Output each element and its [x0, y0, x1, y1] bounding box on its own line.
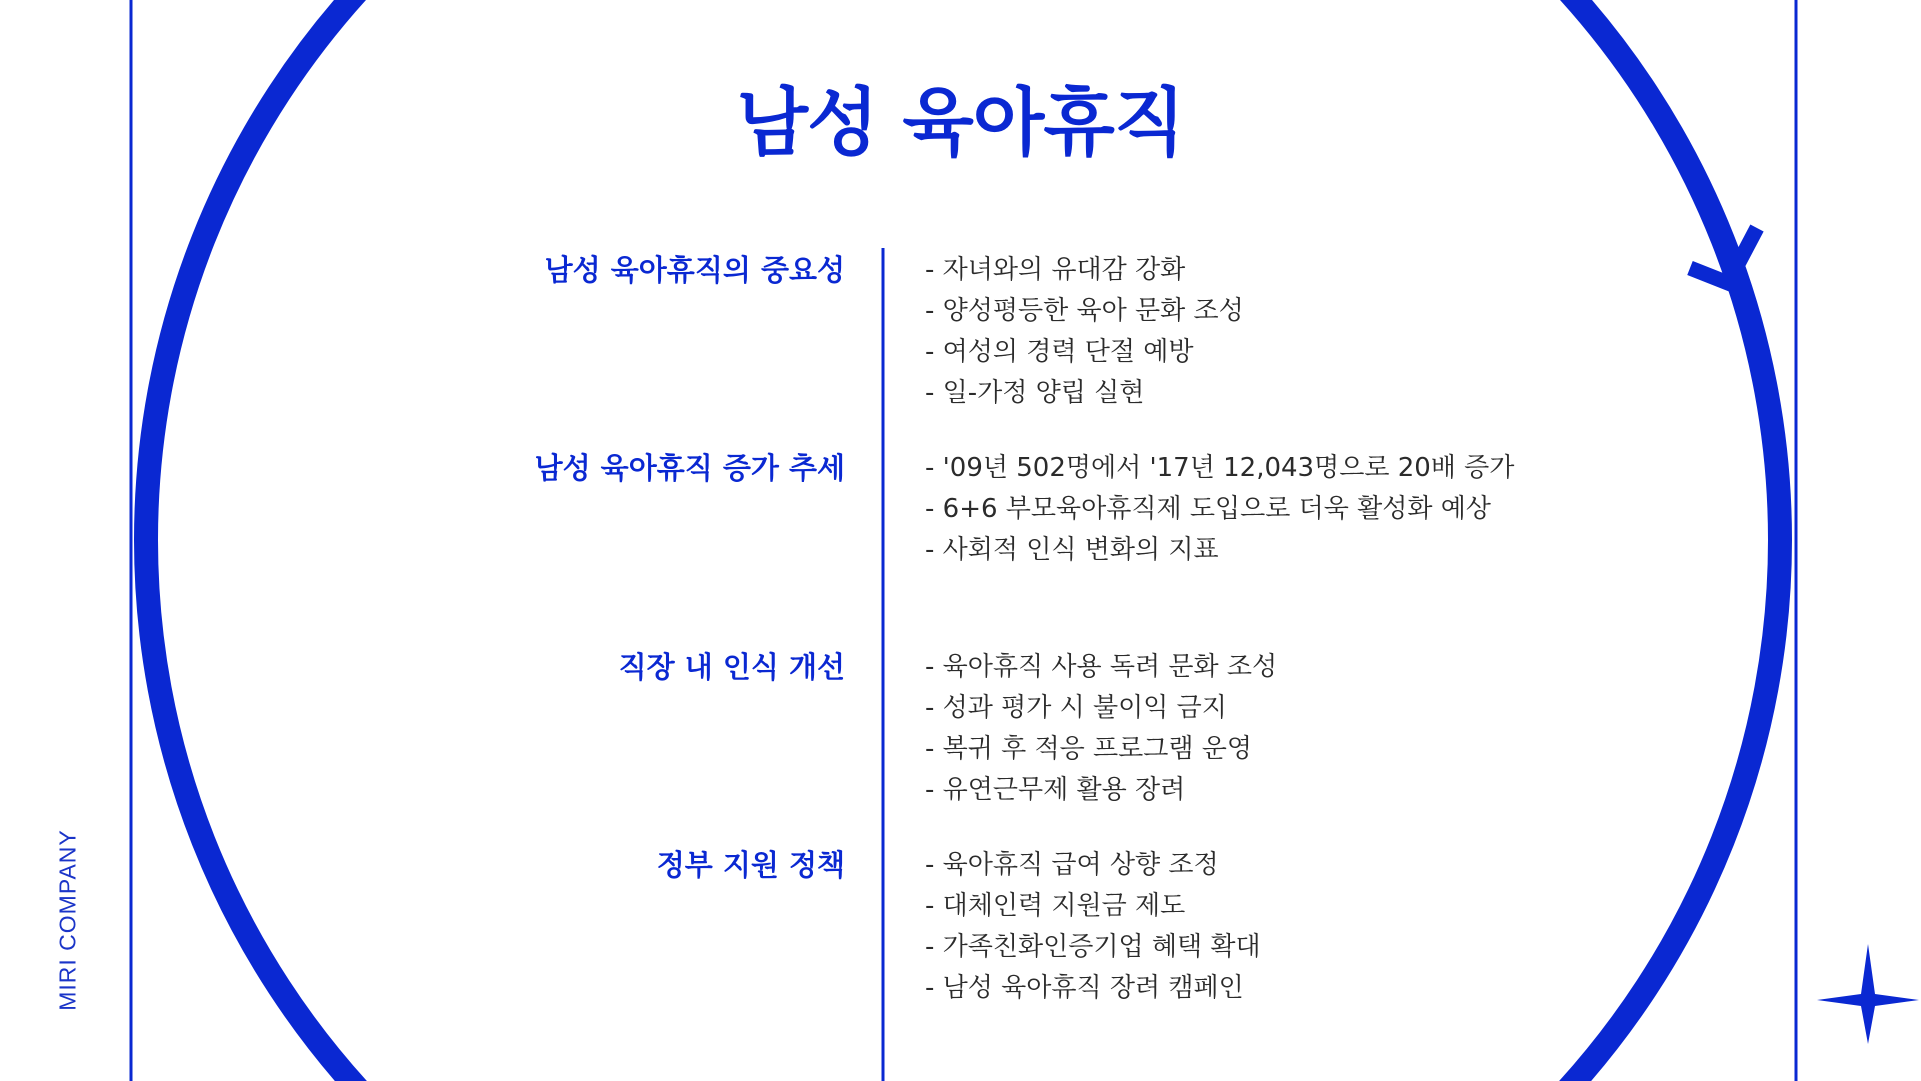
list-item: - 복귀 후 적응 프로그램 운영 — [925, 734, 1252, 764]
section-heading: 남성 육아휴직의 중요성 — [544, 253, 845, 287]
section-item-list — [925, 647, 1277, 811]
list-item: - 남성 육아휴직 장려 캠페인 — [925, 973, 1244, 1003]
section-item-list — [925, 448, 1514, 571]
list-item: - 자녀와의 유대감 강화 — [925, 255, 1186, 285]
four-point-star-icon — [1817, 944, 1919, 1044]
list-item: - 여성의 경력 단절 예방 — [925, 337, 1194, 367]
section-item-list — [925, 250, 1244, 414]
section-heading: 직장 내 인식 개선 — [618, 650, 845, 684]
list-item: - 양성평등한 육아 문화 조성 — [925, 296, 1244, 326]
list-item: - 일-가정 양립 실현 — [925, 378, 1145, 408]
section-heading: 정부 지원 정책 — [656, 848, 845, 882]
section-heading: 남성 육아휴직 증가 추세 — [534, 451, 845, 485]
list-item: - 유연근무제 활용 장려 — [925, 775, 1186, 805]
page-title: 남성 육아휴직 — [736, 80, 1185, 166]
section-item-list — [925, 845, 1261, 1009]
list-item: - 대체인력 지원금 제도 — [925, 891, 1186, 921]
list-item: - 가족친화인증기업 혜택 확대 — [925, 932, 1261, 962]
list-item: - 사회적 인식 변화의 지표 — [925, 535, 1219, 565]
list-item: - '09년 502명에서 '17년 12,043명으로 20배 증가 — [925, 453, 1515, 483]
company-name: MIRI COMPANY — [54, 829, 81, 1011]
list-item: - 성과 평가 시 불이익 금지 — [925, 693, 1227, 723]
list-item: - 6+6 부모육아휴직제 도입으로 더욱 활성화 예상 — [925, 494, 1491, 524]
list-item: - 육아휴직 급여 상향 조정 — [925, 850, 1219, 880]
list-item: - 육아휴직 사용 독려 문화 조성 — [925, 652, 1278, 682]
